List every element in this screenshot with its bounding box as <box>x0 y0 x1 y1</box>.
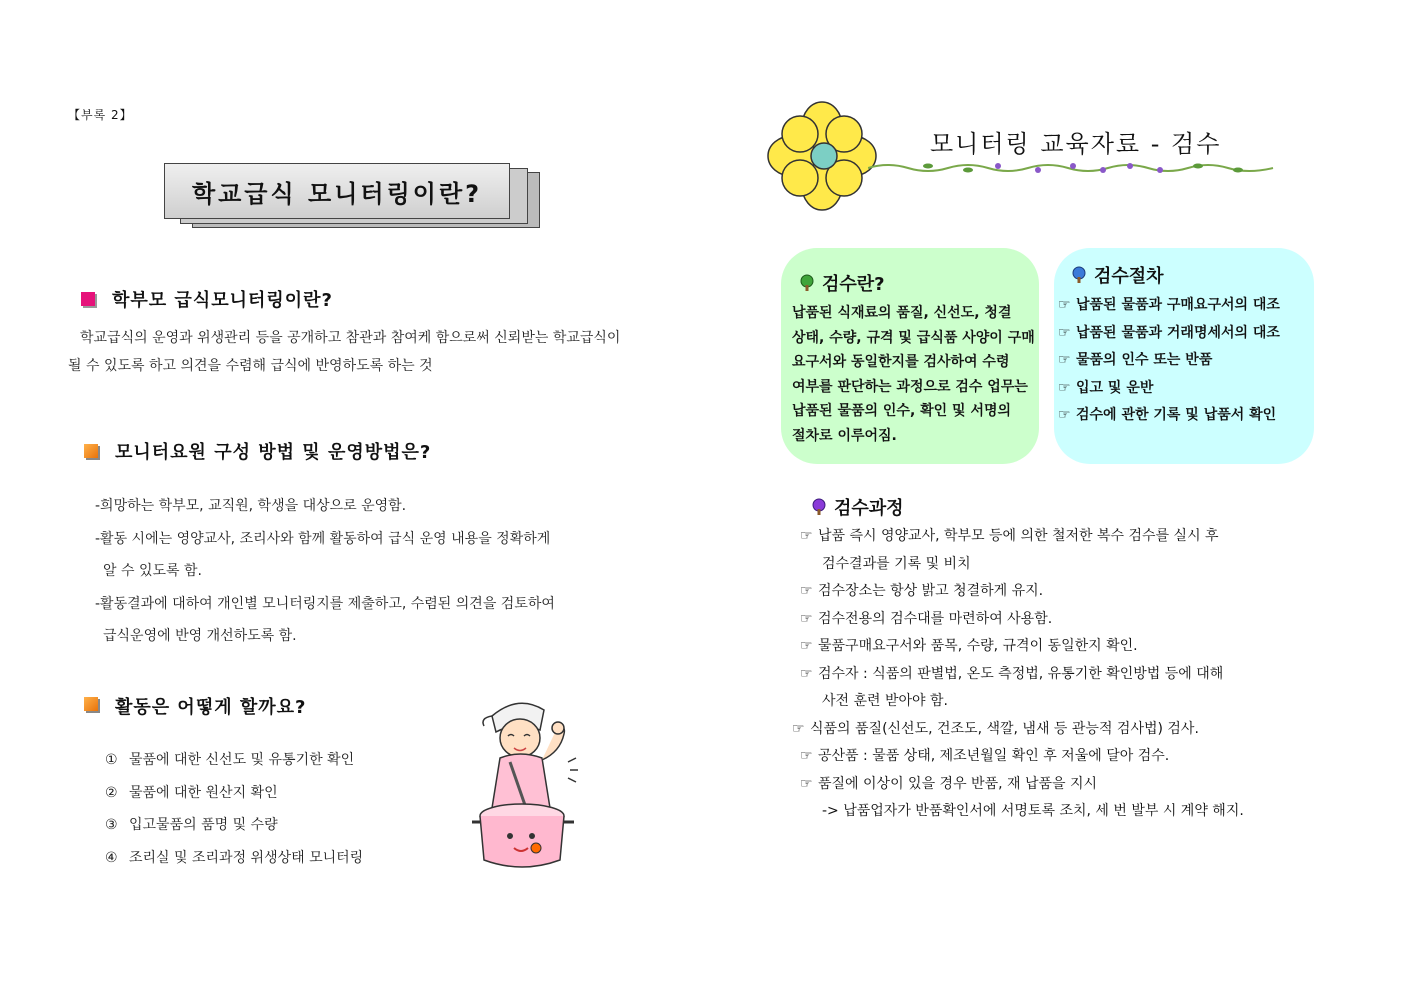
pointing-hand-icon: ☞ <box>800 665 813 682</box>
procedure-item <box>1058 292 1280 320</box>
pointing-hand-icon: ☞ <box>800 610 813 627</box>
section-body-organization <box>95 490 555 653</box>
pointing-hand-icon: ☞ <box>1058 324 1071 341</box>
body-line: 될 수 있도록 하고 의견을 수렴해 급식에 반영하도록 하는 것 <box>68 358 433 374</box>
process-text: 물품구매요구서와 품목, 수량, 규격이 동일한지 확인. <box>818 638 1138 654</box>
process-text: 검수자 : 식품의 판별법, 온도 측정법, 유통기한 확인방법 등에 대해 <box>818 665 1224 682</box>
list-item <box>105 744 363 777</box>
process-line <box>800 771 1244 799</box>
pointing-hand-icon: ☞ <box>800 528 813 544</box>
process-line <box>800 578 1244 606</box>
definition-line: 납품된 식재료의 품질, 신선도, 청결 <box>792 305 1012 321</box>
process-list <box>792 523 1244 826</box>
pink-square-bullet-icon <box>81 292 95 306</box>
list-text: 조리실 및 조리과정 위생상태 모니터링 <box>129 849 364 866</box>
procedure-item-text: 검수에 관한 기록 및 납품서 확인 <box>1076 407 1277 423</box>
process-line <box>800 661 1244 689</box>
process-text: 식품의 품질(신선도, 건조도, 색깔, 냄새 등 관능적 검사법) 검사. <box>810 720 1199 737</box>
process-line <box>800 743 1244 771</box>
list-number: ③ <box>105 817 118 833</box>
procedure-item-text: 납품된 물품과 구매요구서의 대조 <box>1076 297 1280 313</box>
title-box-front <box>164 163 510 219</box>
pointing-hand-icon: ☞ <box>800 583 813 599</box>
procedure-item-text: 입고 및 운반 <box>1076 379 1154 396</box>
process-heading <box>810 494 904 520</box>
process-text: 품질에 이상이 있을 경우 반품, 재 납품을 지시 <box>818 775 1098 792</box>
procedure-item <box>1058 347 1280 375</box>
procedure-item-text: 납품된 물품과 거래명세서의 대조 <box>1076 324 1280 341</box>
process-text: 납품 즉시 영양교사, 학부모 등에 의한 철저한 복수 검수를 실시 후 <box>818 528 1219 544</box>
procedure-item <box>1058 375 1280 403</box>
process-heading-text: 검수과정 <box>834 498 904 519</box>
definition-line: 절차로 이루어짐. <box>792 427 897 444</box>
left-page-title: 학교급식 모니터링이란? <box>191 179 483 208</box>
body-line: 급식운영에 반영 개선하도록 함. <box>103 628 297 644</box>
section-heading-organization: 모니터요원 구성 방법 및 운영방법은? <box>115 442 432 463</box>
definition-text <box>792 301 1035 448</box>
pointing-hand-icon: ☞ <box>800 638 813 654</box>
process-text: -> 납품업자가 반품확인서에 서명토록 조치, 세 번 발부 시 계약 해지. <box>822 803 1244 819</box>
list-number: ② <box>105 784 118 801</box>
list-item <box>105 842 363 875</box>
pointing-hand-icon: ☞ <box>800 775 813 792</box>
list-text: 입고물품의 품명 및 수량 <box>129 817 278 833</box>
list-number: ④ <box>105 849 118 866</box>
definition-line: 상태, 수량, 규격 및 급식품 사양이 구매 <box>792 329 1035 346</box>
body-line: -활동결과에 대하여 개인별 모니터링지를 제출하고, 수렴된 의견을 검토하여 <box>95 595 555 612</box>
body-line: -희망하는 학부모, 교직원, 학생을 대상으로 운영함. <box>95 498 407 514</box>
process-line <box>800 633 1244 661</box>
section-heading-activities: 활동은 어떻게 할까요? <box>115 697 307 718</box>
list-text: 물품에 대한 신선도 및 유통기한 확인 <box>129 752 355 768</box>
section-body-monitoring <box>68 324 620 380</box>
process-text: 사전 훈련 받아야 함. <box>822 693 948 709</box>
orange-square-bullet-icon <box>84 697 98 711</box>
pointing-hand-icon: ☞ <box>1058 352 1071 368</box>
purple-tree-icon <box>810 498 828 516</box>
procedure-heading-text: 검수절차 <box>1094 266 1164 287</box>
list-item <box>105 777 363 810</box>
process-text: 검수결과를 기록 및 비치 <box>822 555 971 572</box>
activity-list <box>105 744 363 874</box>
definition-line: 여부를 판단하는 과정으로 검수 업무는 <box>792 378 1028 395</box>
process-line <box>800 798 1244 826</box>
process-line <box>800 551 1244 579</box>
definition-heading <box>798 270 885 296</box>
list-number: ① <box>105 752 118 768</box>
pointing-hand-icon: ☞ <box>1058 297 1071 313</box>
cook-illustration <box>470 696 588 872</box>
flower-icon <box>766 100 878 212</box>
process-text: 검수전용의 검수대를 마련하여 사용함. <box>818 610 1053 627</box>
vine-decoration <box>868 160 1278 176</box>
pointing-hand-icon: ☞ <box>800 748 813 764</box>
definition-line: 납품된 물품의 인수, 확인 및 서명의 <box>792 403 1012 419</box>
body-line: 알 수 있도록 함. <box>103 563 202 579</box>
blue-tree-icon <box>1070 266 1088 284</box>
body-line: 학교급식의 운영과 위생관리 등을 공개하고 참관과 참여케 함으로써 신뢰받는 학교급식이 <box>80 330 621 346</box>
list-text: 물품에 대한 원산지 확인 <box>129 784 278 801</box>
definition-heading-text: 검수란? <box>822 274 885 295</box>
process-line <box>800 688 1244 716</box>
list-item <box>105 809 363 842</box>
right-page-title: 모니터링 교육자료 - 검수 <box>930 130 1222 158</box>
definition-line: 요구서와 동일한지를 검사하여 수령 <box>792 354 1010 370</box>
procedure-list <box>1058 292 1280 430</box>
process-line <box>800 523 1244 551</box>
procedure-item-text: 물품의 인수 또는 반품 <box>1076 352 1213 368</box>
pointing-hand-icon: ☞ <box>1058 407 1071 423</box>
procedure-item <box>1058 320 1280 348</box>
procedure-heading <box>1070 262 1164 288</box>
process-line <box>792 716 1244 744</box>
appendix-label: 【부록 2】 <box>68 108 133 122</box>
procedure-item <box>1058 402 1280 430</box>
body-line: -활동 시에는 영양교사, 조리사와 함께 활동하여 급식 운영 내용을 정확하게 <box>95 530 551 547</box>
pointing-hand-icon: ☞ <box>1058 379 1071 396</box>
process-text: 공산품 : 물품 상태, 제조년월일 확인 후 저울에 달아 검수. <box>818 748 1170 764</box>
pointing-hand-icon: ☞ <box>792 720 805 737</box>
process-text: 검수장소는 항상 밝고 청결하게 유지. <box>818 583 1044 599</box>
orange-square-bullet-icon <box>84 444 98 458</box>
process-line <box>800 606 1244 634</box>
green-tree-icon <box>798 274 816 292</box>
section-heading-monitoring: 학부모 급식모니터링이란? <box>112 290 333 311</box>
